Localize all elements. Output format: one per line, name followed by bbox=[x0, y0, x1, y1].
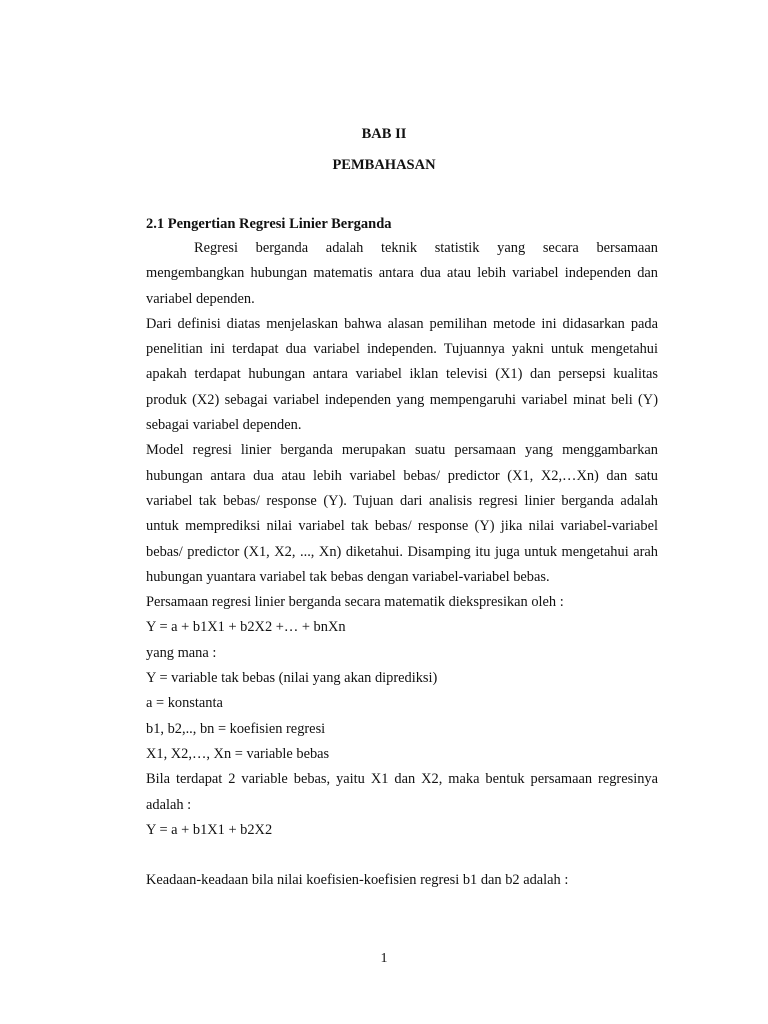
chapter-title: PEMBAHASAN bbox=[332, 157, 436, 173]
document-body bbox=[146, 236, 658, 894]
definition-b: b1, b2,.., bn = koefisien regresi bbox=[146, 720, 326, 737]
definition-a: a = konstanta bbox=[146, 695, 223, 712]
section-title: 2.1 Pengertian Regresi Linier Berganda bbox=[146, 216, 392, 232]
paragraph-conditions: Keadaan-keadaan bila nilai koefisien-koefisien regresi b1 dan b2 adalah : bbox=[146, 872, 569, 889]
paragraph-explanation: Dari definisi diatas menjelaskan bahwa alasan pemilihan metode ini didasarkan pada penelitian ini terdapat dua variabel independen. Tujuannya yakni untuk mengetahui apakah terdapat hubungan antara variabel iklan televisi (X1) dan persepsi kualitas produk (X2) sebagai variabel independen yang mempengaruhi variabel minat beli (Y) sebagai variabel dependen. bbox=[146, 315, 658, 434]
equation-general: Y = a + b1X1 + b2X2 +… + bnXn bbox=[146, 619, 346, 636]
paragraph-gap bbox=[146, 843, 658, 868]
definition-y: Y = variable tak bebas (nilai yang akan diprediksi) bbox=[146, 670, 438, 687]
chapter-heading: BAB II bbox=[361, 126, 407, 142]
paragraph-definition: Regresi berganda adalah teknik statistik yang secara bersamaan mengembangkan hubungan matematis antara dua atau lebih variabel independen dan variabel dependen. bbox=[146, 240, 658, 307]
equation-two-variables: Y = a + b1X1 + b2X2 bbox=[146, 821, 273, 838]
definition-x: X1, X2,…, Xn = variable bebas bbox=[146, 745, 330, 762]
paragraph-model: Model regresi linier berganda merupakan suatu persamaan yang menggambarkan hubungan antara dua atau lebih variabel bebas/ predictor (X1, X2,…Xn) dan satu variabel tak bebas/ response (Y). Tujuan dari analisis regresi linier berganda adalah untuk memprediksi nilai variabel tak bebas/ response (Y) jika nilai variabel-variabel bebas/ predictor (X1, X2, ..., Xn) diketahui. Disamping itu juga untuk mengetahui arah hubungan yuantara variabel tak bebas dengan variabel-variabel bebas. bbox=[146, 442, 658, 585]
paragraph-equation-intro: Persamaan regresi linier berganda secara matematik diekspresikan oleh : bbox=[146, 594, 564, 611]
paragraph-two-variables: Bila terdapat 2 variable bebas, yaitu X1 dan X2, maka bentuk persamaan regresinya adalah : bbox=[146, 771, 658, 813]
page-number: 1 bbox=[380, 951, 388, 966]
where-label: yang mana : bbox=[146, 644, 217, 661]
